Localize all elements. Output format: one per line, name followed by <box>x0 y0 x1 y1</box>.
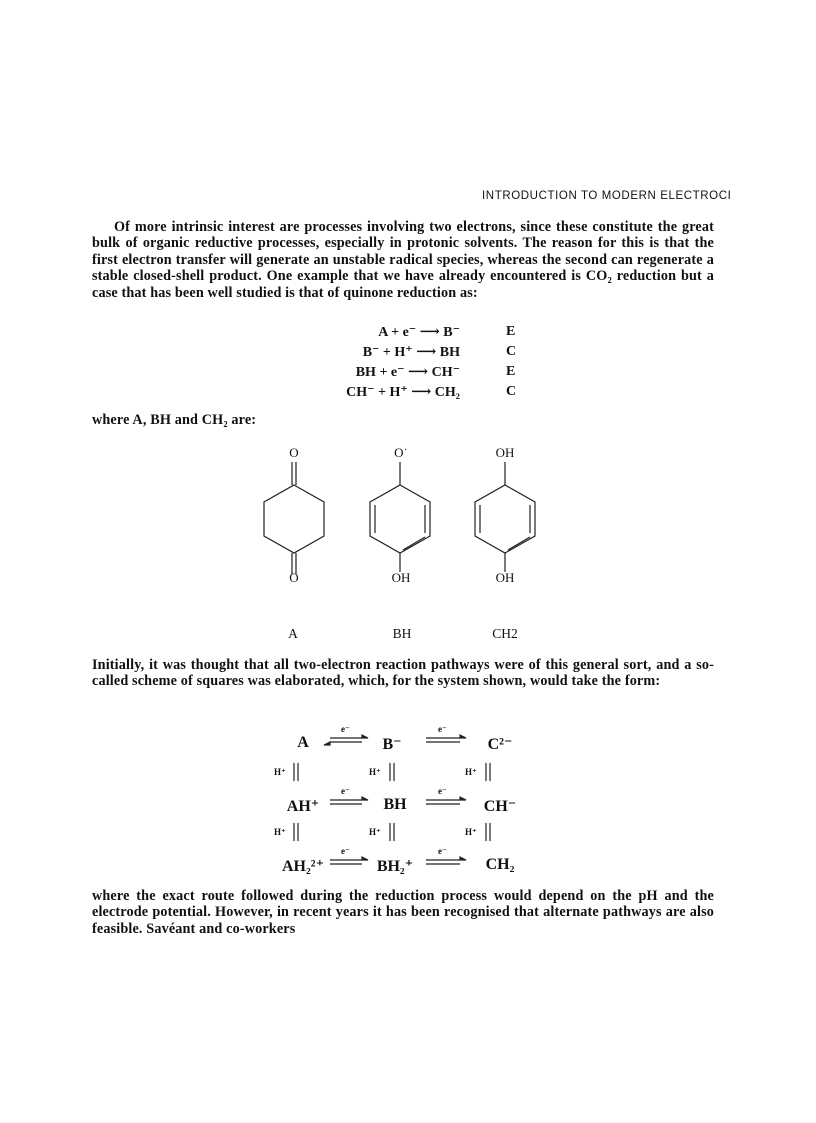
running-header: INTRODUCTION TO MODERN ELECTROCI <box>482 190 732 202</box>
molecule-ch2-top-atom: OH <box>495 445 515 460</box>
molecule-bh-bottom-atom: OH <box>391 570 411 585</box>
reaction-2-equation: B⁻ + H⁺ ⟶ BH <box>362 345 460 360</box>
paragraph-closing <box>92 888 714 937</box>
reaction-1-equation: A + e⁻ ⟶ B⁻ <box>378 325 460 340</box>
reaction-2-code: C <box>506 344 517 359</box>
molecule-a-bottom-atom: O <box>289 570 299 585</box>
paragraph-intro-text: Of more intrinsic interest are processes involving two electrons, since these constitute the great bulk of organic reductive processes, especially in protonic solvents. The reason for this is that the first electron transfer will generate an unstable radical species, whereas the second can regenerate a stable closed-shell product. One example that we have already encountered is CO₂ reduction but a case that has been well studied is that of quinone reduction as: <box>92 219 714 301</box>
electron-label: e⁻ <box>438 846 447 856</box>
reaction-3-code: E <box>506 364 516 379</box>
v-arrows-row2 <box>294 823 490 841</box>
species-bh: BH <box>383 796 407 813</box>
molecule-bh-label: BH <box>392 626 412 641</box>
species-ch2: CH₂ <box>485 856 515 873</box>
species-bh2-plus: BH₂⁺ <box>376 858 414 875</box>
electron-label: e⁻ <box>341 724 350 734</box>
species-ah-plus: AH⁺ <box>286 798 320 815</box>
where-line: where A, BH and CH₂ are: <box>92 412 257 428</box>
molecule-ch2-label: CH2 <box>492 626 518 641</box>
proton-label: H⁺ <box>274 767 286 777</box>
reaction-4-code: C <box>506 384 517 399</box>
electron-label: e⁻ <box>341 786 350 796</box>
v-arrows-row1 <box>294 763 490 781</box>
species-ah2-2plus: AH₂²⁺ <box>281 858 325 875</box>
proton-label: H⁺ <box>274 827 286 837</box>
proton-label: H⁺ <box>465 767 477 777</box>
proton-label: H⁺ <box>369 827 381 837</box>
proton-label: H⁺ <box>465 827 477 837</box>
proton-label: H⁺ <box>369 767 381 777</box>
paragraph-closing-text: where the exact route followed during the reduction process would depend on the pH and the electrode potential. However, in recent years it has been recognised that alternate pathways are also feasible. Savéant and co-workers <box>92 888 714 937</box>
molecule-a-label: A <box>288 626 298 641</box>
molecule-bh-top-atom: O˙ <box>394 445 408 460</box>
reaction-3-equation: BH + e⁻ ⟶ CH⁻ <box>355 365 460 380</box>
molecule-ch2-bottom-atom: OH <box>495 570 515 585</box>
molecule-a-top-atom: O <box>289 445 299 460</box>
electron-label: e⁻ <box>438 724 447 734</box>
species-ch-minus: CH⁻ <box>483 798 517 815</box>
paragraph-scheme-intro-text: Initially, it was thought that all two-electron reaction pathways were of this general sort, and a so-called scheme of squares was elaborated, which, for the system shown, would take the form: <box>92 657 714 690</box>
reaction-1-code: E <box>506 324 516 339</box>
species-b-minus: B⁻ <box>382 736 402 753</box>
species-c-2minus: C²⁻ <box>487 736 513 753</box>
reaction-4-equation: CH⁻ + H⁺ ⟶ CH₂ <box>346 385 460 400</box>
species-a: A <box>297 734 309 751</box>
electron-label: e⁻ <box>341 846 350 856</box>
electron-label: e⁻ <box>438 786 447 796</box>
